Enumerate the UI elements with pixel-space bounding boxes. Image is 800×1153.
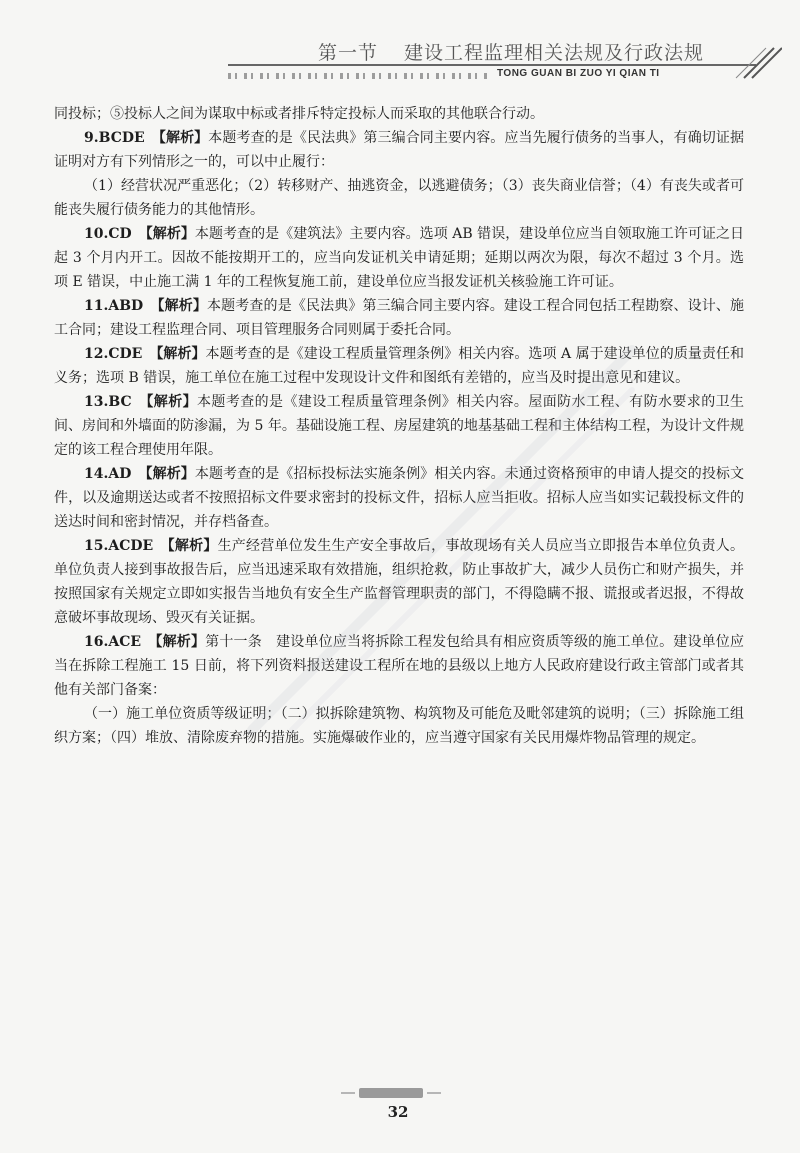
page-number: 32 xyxy=(387,1103,409,1121)
answer-explanations xyxy=(54,102,744,750)
paragraph-0 xyxy=(54,102,744,126)
paragraph-text: 第十一条 建设单位应当将拆除工程发包给具有相应资质等级的施工单位。建设单位应当在拆除工程施工 15 日前，将下列资料报送建设工程所在地的县级以上地方人民政府建设行政主管部门或者其他有关部门备案： xyxy=(54,634,744,698)
answer-label: 13.BC 【解析】 xyxy=(84,394,198,410)
answer-13 xyxy=(54,390,744,462)
paragraph-text: 本题考查的是《民法典》第三编合同主要内容。建设工程合同包括工程勘察、设计、施工合同；建设工程监理合同、项目管理服务合同则属于委托合同。 xyxy=(54,298,745,338)
paragraph-text: （一）施工单位资质等级证明；（二）拟拆除建筑物、构筑物及可能危及毗邻建筑的说明；（三）拆除施工组织方案；（四）堆放、清除废弃物的措施。实施爆破作业的，应当遵守国家有关民用爆炸物品管理的规定。 xyxy=(54,706,744,746)
paragraph-text: 本题考查的是《建筑法》主要内容。选项 AB 错误，建设单位应当自领取施工许可证之日起 3 个月内开工。因故不能按期开工的，应当向发证机关申请延期；延期以两次为限，每次不超过 3 个月。选项 E 错误，中止施工满 1 年的工程恢复施工前，建设单位应当报发证机关核验施工许可证。 xyxy=(54,226,744,290)
answer-14 xyxy=(54,462,744,534)
section-title: 建设工程监理相关法规及行政法规 xyxy=(404,42,705,64)
header-pinyin-subtitle: TONG GUAN BI ZUO YI QIAN TI xyxy=(497,68,660,79)
paragraph-text: （1）经营状况严重恶化；（2）转移财产、抽逃资金，以逃避债务；（3）丧失商业信誉；（4）有丧失或者可能丧失履行债务能力的其他情形。 xyxy=(54,178,744,218)
answer-label: 12.CDE 【解析】 xyxy=(84,346,206,362)
answer-label: 15.ACDE 【解析】 xyxy=(84,538,218,554)
paragraph-text: 生产经营单位发生生产安全事故后，事故现场有关人员应当立即报告本单位负责人。单位负责人接到事故报告后，应当迅速采取有效措施，组织抢救，防止事故扩大，减少人员伤亡和财产损失，并按照国家有关规定立即如实报告当地负有安全生产监督管理职责的部门，不得隐瞒不报、谎报或者迟报，不得故意破坏事故现场、毁灭有关证据。 xyxy=(54,538,744,626)
paragraph-text: 同投标；⑤投标人之间为谋取中标或者排斥特定投标人而采取的其他联合行动。 xyxy=(54,106,544,122)
answer-label: 14.AD 【解析】 xyxy=(84,466,195,482)
header-dotted-ornament xyxy=(228,73,488,79)
answer-16-list xyxy=(54,702,744,750)
answer-11 xyxy=(54,294,744,342)
answer-9-list xyxy=(54,174,744,222)
paragraph-text: 本题考查的是《建设工程质量管理条例》相关内容。选项 A 属于建设单位的质量责任和义务；选项 B 错误，施工单位在施工过程中发现设计文件和图纸有差错的，应当及时提出意见和建议。 xyxy=(54,346,744,386)
answer-9 xyxy=(54,126,744,174)
answer-label: 16.ACE 【解析】 xyxy=(84,634,206,650)
paragraph-text: 本题考查的是《民法典》第三编合同主要内容。应当先履行债务的当事人，有确切证据证明对方有下列情形之一的，可以中止履行： xyxy=(54,130,745,170)
answer-label: 9.BCDE 【解析】 xyxy=(84,130,209,146)
answer-label: 10.CD 【解析】 xyxy=(84,226,195,242)
footer-ornament xyxy=(341,1086,441,1100)
header-rule xyxy=(228,64,756,66)
answer-15 xyxy=(54,534,744,630)
paragraph-text: 本题考查的是《建设工程质量管理条例》相关内容。屋面防水工程、有防水要求的卫生间、房间和外墙面的防渗漏，为 5 年。基础设施工程、房屋建筑的地基基础工程和主体结构工程，为设计文件规定的该工程合理使用年限。 xyxy=(54,394,745,458)
answer-label: 11.ABD 【解析】 xyxy=(84,298,208,314)
paragraph-text: 本题考查的是《招标投标法实施条例》相关内容。未通过资格预审的申请人提交的投标文件，以及逾期送达或者不按照招标文件要求密封的投标文件，招标人应当拒收。招标人应当如实记载投标文件的送达时间和密封情况，并存档备查。 xyxy=(54,466,745,530)
answer-10 xyxy=(54,222,744,294)
running-header-title xyxy=(318,38,704,65)
header-slash-ornament xyxy=(722,46,782,82)
answer-12 xyxy=(54,342,744,390)
section-number: 第一节 xyxy=(318,42,379,64)
answer-16 xyxy=(54,630,744,702)
page-header xyxy=(0,0,800,100)
